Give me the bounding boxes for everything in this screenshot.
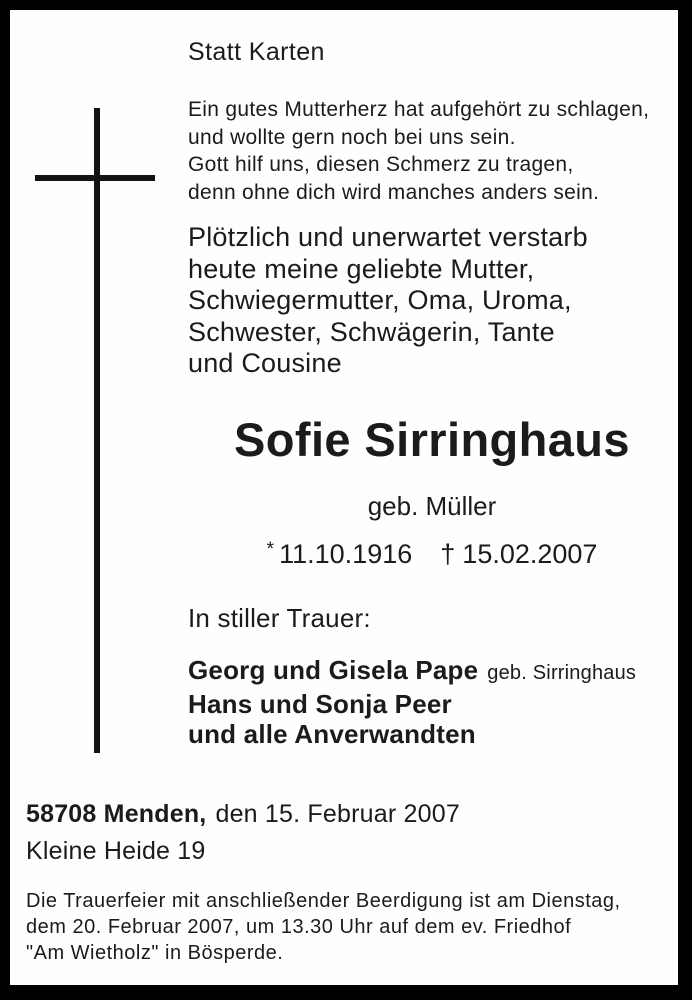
poem-line: Gott hilf uns, diesen Schmerz zu tragen, [188, 153, 574, 176]
mourners-list [188, 655, 636, 750]
poem-line: und wollte gern noch bei uns sein. [188, 125, 516, 149]
announcement-line: heute meine geliebte Mutter, [188, 253, 535, 284]
death-dagger-icon: † [440, 539, 456, 570]
maiden-name: geb. Müller [367, 491, 497, 521]
cross-horizontal-bar [35, 175, 155, 181]
announcement-line: Schwester, Schwägerin, Tante [188, 316, 555, 347]
mourner-line [188, 689, 636, 720]
mourner-name: Hans und Sonja Peer [188, 688, 452, 719]
mourning-heading: In stiller Trauer: [188, 603, 371, 633]
mourner-line [188, 719, 636, 750]
announcement-line: Schwiegermutter, Oma, Uroma, [188, 285, 572, 315]
cross-vertical-bar [94, 108, 100, 753]
postal-city: 58708 Menden, [26, 800, 207, 828]
poem-line: denn ohne dich wird manches anders sein. [188, 180, 600, 204]
mourner-name: Georg und Gisela Pape [188, 655, 479, 685]
birth-star-icon: * [266, 538, 275, 560]
notice-date: den 15. Februar 2007 [215, 800, 460, 828]
deceased-name: Sofie Sirringhaus [234, 413, 630, 466]
announcement-line: und Cousine [188, 348, 342, 378]
funeral-info-line: Die Trauerfeier mit anschließender Beerdigung ist am Dienstag, [26, 890, 621, 912]
announcement-line: Plötzlich und unerwartet verstarb [188, 222, 588, 252]
place-and-date-line [26, 800, 460, 829]
birth-date: 11.10.1916 [279, 539, 413, 570]
statt-karten-label: Statt Karten [188, 38, 325, 66]
notice-paper [10, 10, 678, 985]
mourner-maiden-name: geb. Sirringhaus [487, 662, 637, 684]
memorial-poem [188, 96, 649, 206]
poem-line: Ein gutes Mutterherz hat aufgehört zu schlagen, [188, 98, 650, 121]
funeral-information [26, 888, 621, 966]
life-dates [188, 538, 676, 570]
funeral-info-line: "Am Wietholz" in Bösperde. [26, 942, 284, 964]
death-date: 15.02.2007 [462, 539, 598, 570]
mourner-name: und alle Anverwandten [188, 719, 476, 749]
mourner-line [188, 655, 636, 689]
death-announcement-paragraph [188, 222, 588, 380]
street-address: Kleine Heide 19 [26, 837, 206, 865]
funeral-info-line: dem 20. Februar 2007, um 13.30 Uhr auf dem ev. Friedhof [26, 916, 572, 938]
